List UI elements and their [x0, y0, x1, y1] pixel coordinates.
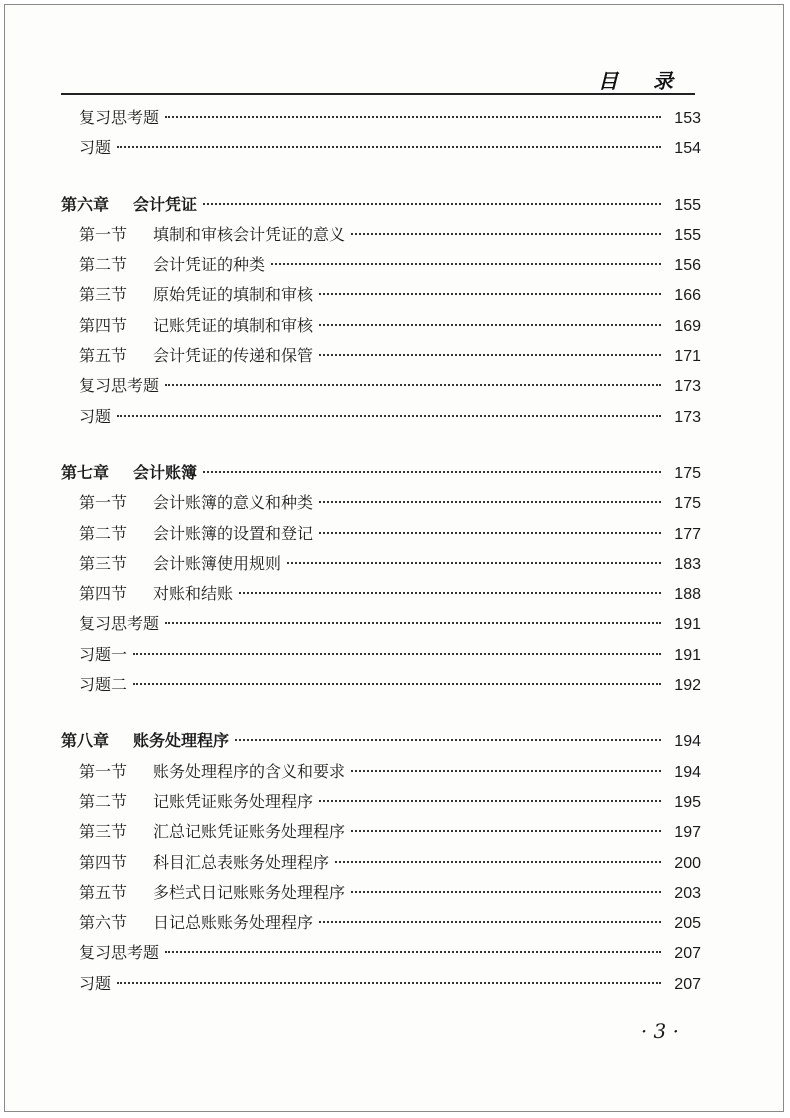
dot-leader — [319, 354, 661, 356]
toc-entry-plain[interactable] — [61, 670, 701, 700]
toc-entry-indent — [61, 969, 111, 999]
toc-entry-indent — [61, 103, 159, 133]
toc-entry-section[interactable] — [61, 220, 701, 250]
toc-entry-label — [61, 938, 159, 968]
dot-leader — [319, 532, 661, 534]
table-of-contents — [61, 103, 701, 999]
toc-entry-label — [61, 280, 313, 310]
toc-entry-label — [61, 133, 111, 163]
toc-entry-number: 第四节 — [79, 584, 128, 604]
toc-entry-plain[interactable] — [61, 640, 701, 670]
toc-entry-label — [61, 103, 159, 133]
toc-entry-title: 对账和结账 — [153, 584, 234, 604]
toc-entry-title: 日记总账账务处理程序 — [153, 913, 314, 933]
toc-entry-title: 记账凭证账务处理程序 — [153, 791, 314, 811]
group-gap — [61, 700, 701, 726]
toc-entry-number: 第三节 — [79, 553, 128, 573]
toc-entry-label — [61, 757, 345, 787]
dot-leader — [271, 263, 661, 265]
toc-entry-page: 173 — [674, 378, 701, 396]
dot-leader — [133, 653, 661, 655]
toc-entry-title: 习题 — [79, 406, 112, 426]
toc-entry-section[interactable] — [61, 757, 701, 787]
toc-entry-page: 173 — [674, 408, 701, 426]
toc-entry-page: 200 — [674, 854, 701, 872]
toc-entry-title: 会计账簿 — [133, 462, 198, 482]
toc-entry-page: 207 — [674, 945, 701, 963]
toc-entry-number: 第一节 — [79, 224, 128, 244]
toc-entry-page: 194 — [674, 763, 701, 781]
dot-leader — [203, 203, 661, 205]
toc-entry-page: 207 — [674, 975, 701, 993]
toc-entry-indent — [61, 938, 159, 968]
toc-entry-page: 205 — [674, 915, 701, 933]
dot-leader — [235, 739, 661, 741]
toc-entry-label — [61, 908, 313, 938]
toc-entry-label — [61, 250, 265, 280]
toc-entry-title: 会计账簿的设置和登记 — [153, 523, 314, 543]
dot-leader — [165, 384, 661, 386]
toc-entry-number: 第五节 — [79, 882, 128, 902]
toc-entry-title: 记账凭证的填制和审核 — [153, 315, 314, 335]
toc-entry-title: 复习思考题 — [79, 614, 160, 634]
dot-leader — [203, 471, 661, 473]
toc-entry-section[interactable] — [61, 878, 701, 908]
toc-entry-page: 191 — [674, 646, 701, 664]
toc-entry-section[interactable] — [61, 519, 701, 549]
toc-entry-page: 175 — [674, 464, 701, 482]
toc-entry-section[interactable] — [61, 579, 701, 609]
toc-entry-label — [61, 402, 111, 432]
toc-entry-page: 191 — [674, 616, 701, 634]
toc-entry-title: 会计凭证的传递和保管 — [153, 346, 314, 366]
toc-entry-chapter[interactable] — [61, 190, 701, 220]
dot-leader — [287, 562, 661, 564]
toc-entry-number: 第七章 — [61, 462, 110, 482]
toc-entry-title: 复习思考题 — [79, 943, 160, 963]
toc-entry-page: 194 — [674, 733, 701, 751]
toc-entry-title: 会计凭证的种类 — [153, 255, 266, 275]
toc-entry-title: 习题 — [79, 138, 112, 158]
toc-entry-label — [61, 670, 127, 700]
book-page — [4, 4, 784, 1112]
toc-entry-label — [61, 371, 159, 401]
toc-entry-page: 171 — [674, 348, 701, 366]
dot-leader — [117, 146, 661, 148]
toc-entry-number: 第八章 — [61, 731, 110, 751]
dot-leader — [165, 951, 661, 953]
toc-entry-label — [61, 787, 313, 817]
dot-leader — [351, 891, 661, 893]
toc-entry-plain[interactable] — [61, 371, 701, 401]
toc-entry-title: 汇总记账凭证账务处理程序 — [153, 822, 346, 842]
dot-leader — [319, 324, 661, 326]
toc-entry-label — [61, 848, 329, 878]
toc-entry-label — [61, 579, 233, 609]
toc-entry-label — [61, 549, 281, 579]
toc-entry-label — [61, 609, 159, 639]
dot-leader — [117, 415, 661, 417]
toc-entry-number: 第二节 — [79, 255, 128, 275]
dot-leader — [239, 592, 661, 594]
dot-leader — [133, 683, 661, 685]
toc-entry-title: 原始凭证的填制和审核 — [153, 285, 314, 305]
toc-entry-label — [61, 519, 313, 549]
toc-entry-page: 177 — [674, 525, 701, 543]
dot-leader — [319, 293, 661, 295]
toc-entry-page: 155 — [674, 226, 701, 244]
toc-entry-number: 第四节 — [79, 315, 128, 335]
toc-entry-title: 科目汇总表账务处理程序 — [153, 852, 330, 872]
toc-entry-plain[interactable] — [61, 938, 701, 968]
toc-entry-title: 填制和审核会计凭证的意义 — [153, 224, 346, 244]
toc-entry-number: 第五节 — [79, 346, 128, 366]
toc-entry-section[interactable] — [61, 549, 701, 579]
toc-entry-number: 第六节 — [79, 913, 128, 933]
toc-entry-page: 153 — [674, 110, 701, 127]
toc-entry-plain[interactable] — [61, 133, 701, 163]
toc-entry-title: 习题二 — [79, 675, 128, 695]
toc-entry-indent — [61, 133, 111, 163]
toc-entry-indent — [61, 402, 111, 432]
toc-entry-number: 第二节 — [79, 523, 128, 543]
toc-entry-title: 习题一 — [79, 644, 128, 664]
dot-leader — [319, 501, 661, 503]
toc-entry-title: 复习思考题 — [79, 376, 160, 396]
toc-entry-section[interactable] — [61, 848, 701, 878]
toc-entry-section[interactable] — [61, 280, 701, 310]
toc-entry-label — [61, 726, 229, 756]
toc-entry-number: 第一节 — [79, 761, 128, 781]
dot-leader — [351, 770, 661, 772]
toc-entry-plain[interactable] — [61, 402, 701, 432]
toc-entry-number: 第三节 — [79, 285, 128, 305]
toc-entry-plain[interactable] — [61, 103, 701, 133]
toc-entry-section[interactable] — [61, 488, 701, 518]
toc-entry-page: 195 — [674, 793, 701, 811]
toc-entry-label — [61, 640, 127, 670]
toc-entry-label — [61, 220, 345, 250]
toc-entry-number: 第六章 — [61, 194, 110, 214]
toc-entry-page: 154 — [674, 140, 701, 158]
toc-entry-title: 账务处理程序的含义和要求 — [153, 761, 346, 781]
toc-entry-page: 155 — [674, 196, 701, 214]
toc-entry-page: 156 — [674, 257, 701, 275]
toc-entry-plain[interactable] — [61, 609, 701, 639]
toc-entry-section[interactable] — [61, 250, 701, 280]
dot-leader — [165, 116, 661, 118]
dot-leader — [117, 982, 661, 984]
toc-entry-page: 169 — [674, 317, 701, 335]
toc-entry-number: 第四节 — [79, 852, 128, 872]
dot-leader — [319, 921, 661, 923]
toc-entry-page: 183 — [674, 555, 701, 573]
toc-entry-label — [61, 458, 197, 488]
toc-entry-page: 175 — [674, 495, 701, 513]
group-gap — [61, 164, 701, 190]
toc-entry-section[interactable] — [61, 311, 701, 341]
toc-entry-label — [61, 878, 345, 908]
toc-entry-title: 多栏式日记账账务处理程序 — [153, 882, 346, 902]
dot-leader — [351, 830, 661, 832]
dot-leader — [335, 861, 661, 863]
toc-entry-number: 第二节 — [79, 791, 128, 811]
toc-entry-title: 复习思考题 — [79, 108, 160, 127]
toc-entry-page: 203 — [674, 884, 701, 902]
toc-entry-label — [61, 341, 313, 371]
toc-entry-title: 会计账簿的意义和种类 — [153, 493, 314, 513]
dot-leader — [319, 800, 661, 802]
toc-entry-number: 第三节 — [79, 822, 128, 842]
toc-entry-page: 197 — [674, 824, 701, 842]
group-gap — [61, 432, 701, 458]
toc-entry-indent — [61, 609, 159, 639]
toc-entry-chapter[interactable] — [61, 458, 701, 488]
toc-entry-title: 习题 — [79, 973, 112, 993]
toc-entry-page: 192 — [674, 677, 701, 695]
toc-entry-label — [61, 311, 313, 341]
toc-entry-section[interactable] — [61, 341, 701, 371]
toc-entry-section[interactable] — [61, 787, 701, 817]
header-rule — [61, 93, 695, 95]
toc-entry-title: 会计凭证 — [133, 194, 198, 214]
toc-entry-title: 会计账簿使用规则 — [153, 553, 282, 573]
toc-entry-indent — [61, 371, 159, 401]
toc-entry-section[interactable] — [61, 908, 701, 938]
toc-entry-indent — [61, 670, 127, 700]
toc-entry-label — [61, 969, 111, 999]
toc-entry-indent — [61, 640, 127, 670]
toc-entry-title: 账务处理程序 — [133, 731, 230, 751]
toc-entry-section[interactable] — [61, 817, 701, 847]
toc-entry-number: 第一节 — [79, 493, 128, 513]
toc-entry-page: 188 — [674, 586, 701, 604]
toc-entry-label — [61, 488, 313, 518]
toc-entry-label — [61, 190, 197, 220]
toc-entry-chapter[interactable] — [61, 726, 701, 756]
running-header: 目 录 — [598, 69, 687, 93]
toc-entry-page: 166 — [674, 287, 701, 305]
toc-entry-label — [61, 817, 345, 847]
dot-leader — [165, 622, 661, 624]
page-number: · 3 · — [640, 1019, 679, 1043]
toc-entry-plain[interactable] — [61, 969, 701, 999]
dot-leader — [351, 233, 661, 235]
